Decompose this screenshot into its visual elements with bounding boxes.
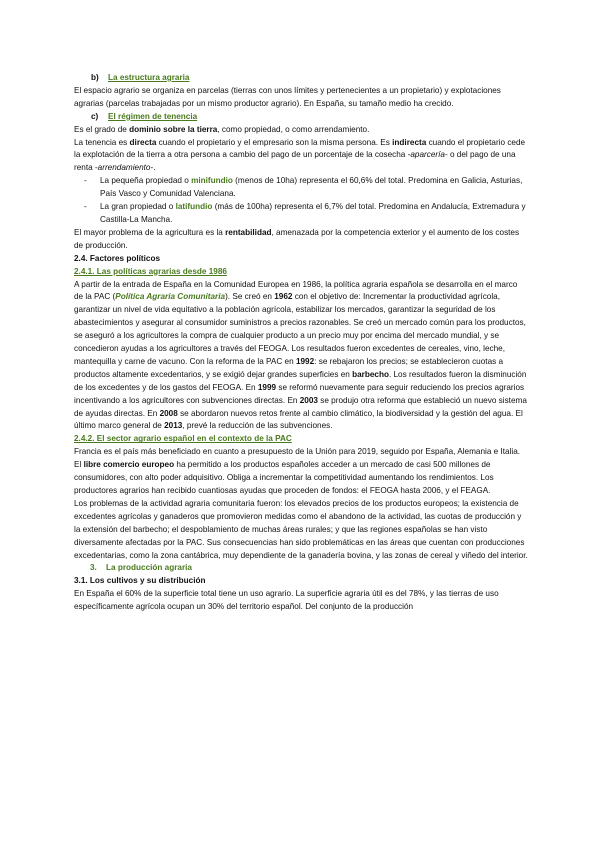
text-run: con el objetivo de: Incrementar la productividad agrícola, garantizar un nivel de vida equitativo a la población agrícola, estabilizar los mercados, garantizar la seguridad de los abastecimientos y asegurar al consumidor suministros a precios razonables. Se creó un mercado común para los productos, se aseguró a los agricultores la compra de cualquier producto a un precio muy por encima del mercado mundial, y se concedieron ayudas a los agricultores a través del FEOGA. Los resultados fueron excedentes de cereales, vino, leche, mantequilla y carne de vacuno. Con la reforma de la PAC en xyxy=(74,292,526,366)
paragraph-politicas xyxy=(74,279,528,434)
heading-politicas-agrarias: 2.4.1. Las políticas agrarias desde 1986 xyxy=(74,266,227,276)
text-run: se reformó nuevamente para seguir reduciendo los precios agrarios incentivando a los agricultores con subvenciones directas. En xyxy=(74,382,525,405)
text-run: cuando el propietario cede la explotación de la tierra a otra persona a cambio del pago de un porcentaje de la cosecha - xyxy=(74,137,526,160)
bold-year: 2013 xyxy=(164,421,183,431)
text-run: La pequeña propiedad o xyxy=(100,176,192,186)
text-run: ha permitido a los productos españoles acceder a un mercado de casi 500 millones de consumidores, con alto poder adquisitivo. Obliga a incrementar la competitividad aumentando los rendimientos. Los productores agrarios han recibido cuantiosas ayudas que proceden de fondos: el FEOGA hasta 2006, y el FEAGA. xyxy=(74,460,494,495)
text-run: La gran propiedad o xyxy=(100,202,176,212)
heading-marker: b) xyxy=(91,73,99,82)
text-run: se abordaron nuevos retos frente al cambio climático, la biodiversidad y la gestión del agua. El último marco general de xyxy=(74,408,523,431)
bold-year: 1962 xyxy=(274,292,293,302)
text-run: (menos de 10ha) representa el 60,6% del total. Predomina en Galicia, Asturias, País Vasco y Comunidad Valenciana. xyxy=(100,176,523,199)
heading-title: La producción agraria xyxy=(106,563,192,573)
text-run: , amenazada por la competencia exterior y el aumento de los costes de producción. xyxy=(74,227,520,250)
bold-year: 1999 xyxy=(257,382,277,392)
heading-produccion-agraria xyxy=(90,562,528,575)
paragraph-cultivos: En España el 60% de la superficie total tiene un uso agrario. La superficie agraria útil es del 78%, y las tierras de uso específicamente agrícola ocupan un 30% del territorio español. Del conjunto de la producción xyxy=(74,589,499,612)
text-run: La tenencia es xyxy=(74,137,130,147)
text-run: (más de 100ha) representa el 6,7% del total. Predomina en Andalucía, Extremadura y Castilla-La Mancha. xyxy=(100,202,526,224)
text-run: se produjo otra reforma que estableció un nuevo sistema de ayudas directas. En xyxy=(74,395,527,418)
dash-marker: - xyxy=(84,202,87,212)
heading-title: La estructura agraria xyxy=(108,73,190,82)
green-term: latifundio xyxy=(175,202,213,212)
paragraph-tenencia-def xyxy=(74,124,528,137)
list-item xyxy=(84,175,528,201)
heading-title: El régimen de tenencia xyxy=(108,111,198,121)
bold-term: indirecta xyxy=(392,137,427,147)
paragraph-libre-comercio xyxy=(74,459,528,498)
bold-term: rentabilidad xyxy=(225,227,272,237)
green-italic-term: Política Agraria Comunitaria xyxy=(115,292,226,302)
text-run: , prevé la reducción de las subvenciones. xyxy=(182,421,333,431)
bold-term: barbecho xyxy=(352,369,389,379)
italic-term: arrendamiento xyxy=(97,163,151,173)
text-run: El xyxy=(74,460,84,470)
paragraph-tenencia-tipos xyxy=(74,137,528,176)
heading-estructura-agraria xyxy=(91,72,528,85)
text-run: El mayor problema de la agricultura es la xyxy=(74,227,226,237)
list-item xyxy=(84,201,528,227)
bold-year: 1992 xyxy=(295,356,315,366)
text-run: -. xyxy=(150,163,156,173)
text-run: . Los resultados fueron la disminución de los excedentes y de los gastos del FEOGA. En xyxy=(74,369,527,392)
bold-term: libre comercio europeo xyxy=(83,460,175,470)
paragraph-estructura: El espacio agrario se organiza en parcelas (tierras con unos límites y pertenecientes a un propietario) y explotaciones agrarias (parcelas trabajadas por un mismo productor agrario). En España, su tamaño medio ha crecido. xyxy=(74,85,501,108)
green-term: minifundio xyxy=(191,176,233,186)
property-size-list xyxy=(74,175,528,227)
heading-cultivos: 3.1. Los cultivos y su distribución xyxy=(74,576,206,586)
text-run: A partir de la entrada de España en la Comunidad Europea en 1986, la política agraria española se desarrolla en el marco de la PAC ( xyxy=(74,279,518,302)
heading-factores-politicos: 2.4. Factores políticos xyxy=(74,253,160,263)
bold-year: 2003 xyxy=(299,395,318,405)
bold-term: dominio sobre la tierra xyxy=(129,124,218,134)
document-content xyxy=(74,72,528,614)
dash-marker: - xyxy=(84,176,87,186)
paragraph-presupuesto: Francia es el país más beneficiado en cuanto a presupuesto de la Unión para 2019, seguido por España, Alemania e Italia. xyxy=(74,447,521,457)
heading-number: 3. xyxy=(90,563,97,573)
italic-term: aparcería xyxy=(410,150,445,160)
text-run: Es el grado de xyxy=(74,124,130,134)
bold-term: directa xyxy=(129,137,157,147)
text-run: ). Se creó en xyxy=(225,292,275,302)
paragraph-problemas: Los problemas de la actividad agraria comunitaria fueron: los elevados precios de los productos europeos; la existencia de excedentes agrícolas y ganaderos que promovieron medidas como el abandono de la actividad, las cuotas de producción y la extensión del barbecho; el despoblamiento de muchas áreas rurales; y que las regiones españolas se han visto diversamente afectadas por la PAC. Sus consecuencias han sido problemáticas en las áreas que cuentan con producciones excedentarias, como la zona cantábrica, muy dependiente de la ganadería bovina, y las zonas de cereal y viñedo del interior. xyxy=(74,498,528,560)
text-run: cuando el propietario y el empresario son la misma persona. Es xyxy=(156,137,393,147)
paragraph-rentabilidad xyxy=(74,227,528,253)
heading-sector-agrario-pac: 2.4.2. El sector agrario español en el contexto de la PAC xyxy=(74,434,292,444)
bold-year: 2008 xyxy=(159,408,178,418)
text-run: - o del pago de una renta - xyxy=(74,150,516,173)
text-run: , como propiedad, o como arrendamiento. xyxy=(217,124,370,134)
heading-marker: c) xyxy=(91,111,99,121)
heading-regimen-tenencia xyxy=(91,111,528,124)
text-run: : se rebajaron los precios; se establecieron cuotas a productos altamente excedentarios, y se exigió dejar grandes superficies en xyxy=(74,356,504,379)
